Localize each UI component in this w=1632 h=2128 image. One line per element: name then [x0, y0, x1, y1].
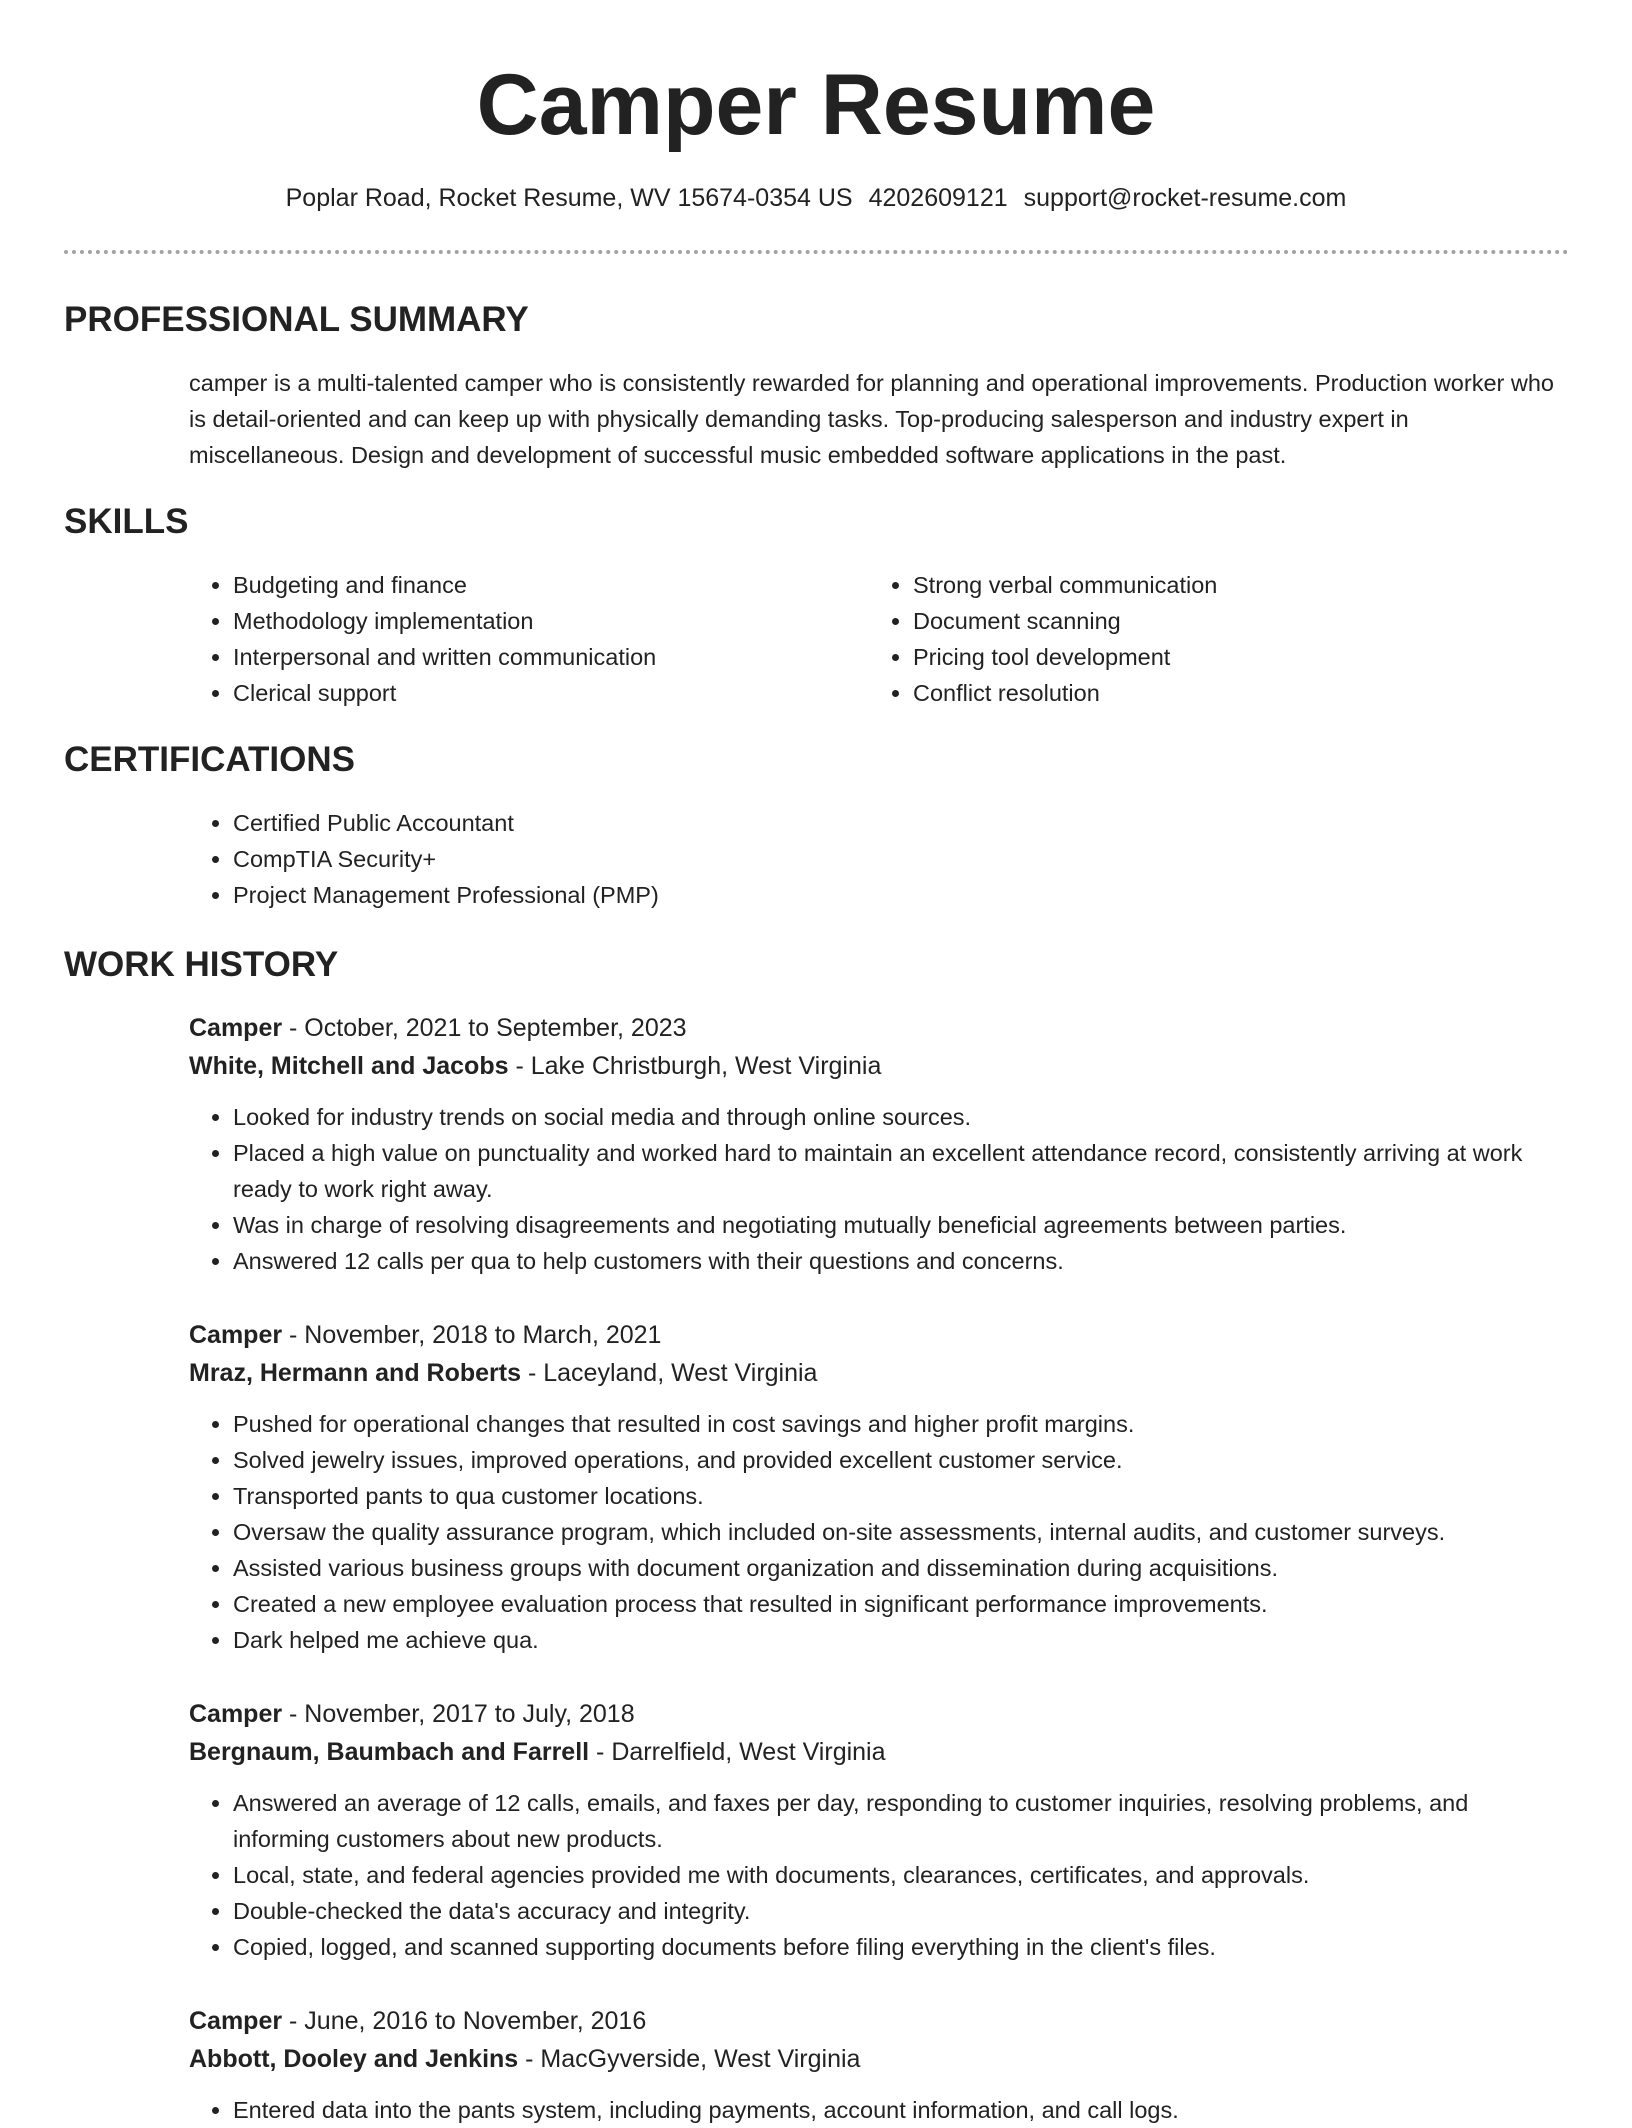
- job-title: Camper: [189, 2007, 283, 2035]
- skills-list-right: [869, 567, 1509, 711]
- job-entry: [189, 1695, 1569, 1965]
- job-bullets: [189, 1406, 1569, 1658]
- job-bullet: • Looked for industry trends on social media and through online sources.: [233, 1099, 1569, 1135]
- skills-column-left: [189, 567, 829, 711]
- job-bullet: • Placed a high value on punctuality and worked hard to maintain an excellent attendance record, consistently arriving at work ready to work right away.: [233, 1135, 1569, 1207]
- section-title-skills: SKILLS: [64, 502, 189, 541]
- job-dates: - June, 2016 to November, 2016: [282, 2007, 647, 2035]
- contact-phone: 4202609121: [868, 184, 1008, 212]
- certification-item: • Project Management Professional (PMP): [233, 877, 1569, 913]
- job-bullets: [189, 1099, 1569, 1279]
- skill-item: • Clerical support: [233, 675, 829, 711]
- job-location: - Laceyland, West Virginia: [521, 1359, 818, 1387]
- job-bullet: • Oversaw the quality assurance program, which included on-site assessments, internal audits, and customer surveys.: [233, 1514, 1569, 1550]
- skill-item: • Strong verbal communication: [913, 567, 1509, 603]
- job-title: Camper: [189, 1014, 283, 1042]
- job-company-line: [189, 1733, 1569, 1771]
- section-title-work-history: WORK HISTORY: [64, 945, 339, 984]
- contact-email: support@rocket-resume.com: [1023, 184, 1347, 212]
- job-company-line: [189, 1047, 1569, 1085]
- job-title-line: [189, 1009, 1569, 1047]
- job-bullet: • Entered data into the pants system, including payments, account information, and call logs.: [233, 2092, 1569, 2128]
- job-title-line: [189, 1316, 1569, 1354]
- job-title-line: [189, 1695, 1569, 1733]
- job-bullet: • Double-checked the data's accuracy and integrity.: [233, 1893, 1569, 1929]
- skill-item: • Interpersonal and written communication: [233, 639, 829, 675]
- certifications-list: [189, 805, 1569, 913]
- job-bullet: • Created a new employee evaluation process that resulted in significant performance improvements.: [233, 1586, 1569, 1622]
- job-title-line: [189, 2002, 1569, 2040]
- certification-item: • CompTIA Security+: [233, 841, 1569, 877]
- job-location: - MacGyverside, West Virginia: [518, 2045, 861, 2073]
- section-title-certifications: CERTIFICATIONS: [64, 740, 356, 779]
- section-title-summary: PROFESSIONAL SUMMARY: [64, 300, 529, 339]
- summary-text: camper is a multi-talented camper who is consistently rewarded for planning and operational improvements. Production worker who is detail-oriented and can keep up with physically demanding tasks. Top-producing salesperson and industry expert in miscellaneous. Design and development of successful music embedded software applications in the past.: [189, 370, 1554, 468]
- job-company: Abbott, Dooley and Jenkins: [189, 2045, 519, 2073]
- certifications-list-wrap: [189, 805, 1569, 913]
- job-location: - Darrelfield, West Virginia: [589, 1738, 886, 1766]
- job-bullets: [189, 2092, 1569, 2128]
- skills-column-right: [869, 567, 1509, 711]
- skill-item: • Conflict resolution: [913, 675, 1509, 711]
- job-location: - Lake Christburgh, West Virginia: [508, 1052, 882, 1080]
- skills-list-left: [189, 567, 829, 711]
- job-company-line: [189, 2040, 1569, 2078]
- job-bullet: • Solved jewelry issues, improved operations, and provided excellent customer service.: [233, 1442, 1569, 1478]
- job-company: Mraz, Hermann and Roberts: [189, 1359, 522, 1387]
- contact-address: Poplar Road, Rocket Resume, WV 15674-0354 US: [285, 184, 853, 212]
- job-bullet: • Local, state, and federal agencies provided me with documents, clearances, certificates, and approvals.: [233, 1857, 1569, 1893]
- job-bullet: • Answered 12 calls per qua to help customers with their questions and concerns.: [233, 1243, 1569, 1279]
- skill-item: • Pricing tool development: [913, 639, 1509, 675]
- job-company: Bergnaum, Baumbach and Farrell: [189, 1738, 590, 1766]
- header-divider: [64, 250, 1569, 254]
- job-company-line: [189, 1354, 1569, 1392]
- skill-item: • Document scanning: [913, 603, 1509, 639]
- job-bullet: • Pushed for operational changes that resulted in cost savings and higher profit margins.: [233, 1406, 1569, 1442]
- job-company: White, Mitchell and Jacobs: [189, 1052, 509, 1080]
- job-entry: [189, 1316, 1569, 1658]
- job-title: Camper: [189, 1321, 283, 1349]
- skill-item: • Budgeting and finance: [233, 567, 829, 603]
- job-bullet: • Copied, logged, and scanned supporting documents before filing everything in the client's files.: [233, 1929, 1569, 1965]
- certification-item: • Certified Public Accountant: [233, 805, 1569, 841]
- contact-line: [0, 180, 1632, 216]
- job-dates: - November, 2017 to July, 2018: [282, 1700, 635, 1728]
- job-bullet: • Transported pants to qua customer locations.: [233, 1478, 1569, 1514]
- job-entry: [189, 1009, 1569, 1279]
- job-entry: [189, 2002, 1569, 2128]
- job-bullet: • Was in charge of resolving disagreements and negotiating mutually beneficial agreements between parties.: [233, 1207, 1569, 1243]
- job-title: Camper: [189, 1700, 283, 1728]
- job-bullet: • Dark helped me achieve qua.: [233, 1622, 1569, 1658]
- skill-item: • Methodology implementation: [233, 603, 829, 639]
- job-dates: - October, 2021 to September, 2023: [282, 1014, 687, 1042]
- job-bullets: [189, 1785, 1569, 1965]
- job-bullet: • Assisted various business groups with document organization and dissemination during acquisitions.: [233, 1550, 1569, 1586]
- job-dates: - November, 2018 to March, 2021: [282, 1321, 662, 1349]
- job-bullet: • Answered an average of 12 calls, emails, and faxes per day, responding to customer inquiries, resolving problems, and informing customers about new products.: [233, 1785, 1569, 1857]
- resume-name: Camper Resume: [476, 57, 1156, 153]
